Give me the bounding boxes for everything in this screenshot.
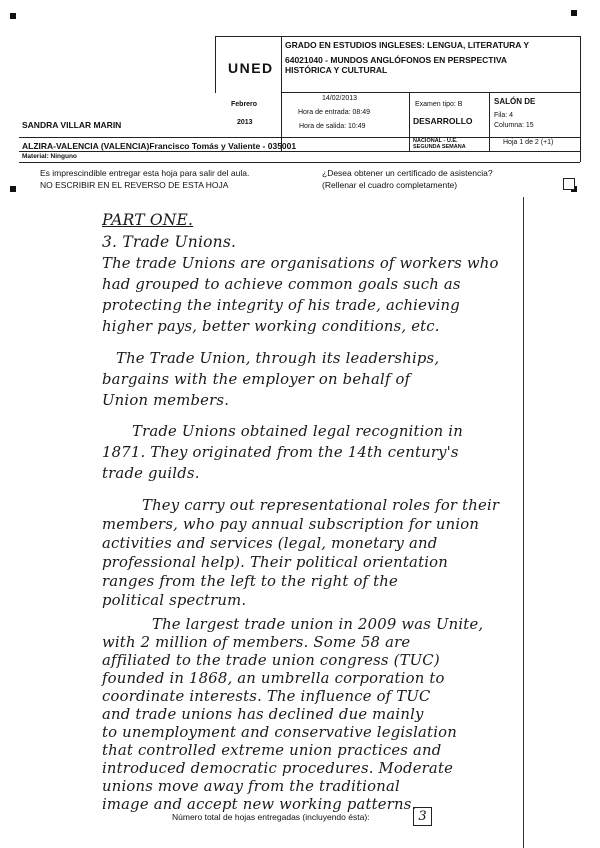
header-col-divider-1 bbox=[281, 36, 282, 151]
course-title: GRADO EN ESTUDIOS INGLESES: LENGUA, LITERATURA Y bbox=[285, 40, 529, 50]
answer-line: and trade unions has declined due mainly bbox=[102, 706, 424, 723]
exam-mode: DESARROLLO bbox=[413, 116, 473, 126]
answer-line: founded in 1868, an umbrella corporation to bbox=[102, 670, 445, 687]
answer-line: political spectrum. bbox=[102, 592, 247, 609]
subject-line-2: HISTÓRICA Y CULTURAL bbox=[285, 65, 388, 75]
header-bottom-border bbox=[19, 162, 580, 163]
answer-line: 1871. They originated from the 14th century's bbox=[102, 444, 459, 461]
answer-line: that controlled extreme union practices and bbox=[102, 742, 442, 759]
exam-date: 14/02/2013 bbox=[322, 95, 358, 102]
session-month: Febrero bbox=[231, 101, 258, 108]
answer-line: to unemployment and conservative legislation bbox=[102, 724, 457, 741]
subject-line-1: 64021040 - MUNDOS ANGLÓFONOS EN PERSPECTIVA bbox=[285, 55, 507, 65]
exit-time: Hora de salida: 10:49 bbox=[299, 123, 366, 130]
convocatoria-line-1: NACIONAL - U.E. bbox=[413, 138, 458, 144]
session-year: 2013 bbox=[237, 119, 253, 126]
header-row-divider bbox=[19, 137, 580, 138]
answer-line: The trade Unions are organisations of workers who bbox=[102, 255, 499, 272]
header-col-divider-3 bbox=[489, 92, 490, 151]
answer-line: image and accept new working patterns. bbox=[102, 796, 417, 813]
exam-center: ALZIRA-VALENCIA (VALENCIA)Francisco Tomás y Valiente - 035001 bbox=[22, 141, 297, 151]
material-note: Material: Ninguno bbox=[22, 153, 77, 160]
answer-line: The Trade Union, through its leaderships, bbox=[116, 350, 440, 367]
part-heading: PART ONE. bbox=[102, 211, 194, 229]
certificate-instruction: (Rellenar el cuadro completamente) bbox=[322, 180, 458, 190]
header-col-divider-2 bbox=[409, 92, 410, 151]
header-row-divider-2 bbox=[19, 151, 580, 152]
answer-line: higher pays, better working conditions, etc. bbox=[102, 318, 440, 335]
registration-mark-left bbox=[10, 186, 16, 192]
notice-mandatory: Es imprescindible entregar esta hoja para salir del aula. bbox=[40, 168, 250, 178]
answer-line: coordinate interests. The influence of TUC bbox=[102, 688, 431, 705]
seat-row: Fila: 4 bbox=[494, 112, 514, 119]
notice-no-reverse: NO ESCRIBIR EN EL REVERSO DE ESTA HOJA bbox=[40, 180, 229, 190]
seat-column: Columna: 15 bbox=[494, 122, 534, 129]
answer-line: ranges from the left to the right of the bbox=[102, 573, 398, 590]
student-name: SANDRA VILLAR MARIN bbox=[22, 120, 122, 130]
certificate-checkbox[interactable] bbox=[563, 178, 575, 190]
answer-line: protecting the integrity of his trade, achieving bbox=[102, 297, 460, 314]
registration-mark-top-left bbox=[10, 13, 16, 19]
answer-line: introduced democratic procedures. Moderate bbox=[102, 760, 454, 777]
answer-line: members, who pay annual subscription for union bbox=[102, 516, 480, 533]
convocatoria-line-2: SEGUNDA SEMANA bbox=[413, 144, 466, 150]
answer-line: professional help). Their political orientation bbox=[102, 554, 448, 571]
header-top-border bbox=[215, 36, 580, 37]
right-margin-rule bbox=[523, 197, 524, 848]
answer-line: Union members. bbox=[102, 392, 230, 409]
answer-line: bargains with the employer on behalf of bbox=[102, 371, 411, 388]
total-sheets-label: Número total de hojas entregadas (incluyendo ésta): bbox=[172, 812, 370, 822]
answer-line: with 2 million of members. Some 58 are bbox=[102, 634, 411, 651]
answer-line: affiliated to the trade union congress (TUC) bbox=[102, 652, 440, 669]
answer-body bbox=[102, 253, 522, 814]
answer-line: trade guilds. bbox=[102, 465, 200, 482]
exam-type: Examen tipo: B bbox=[415, 101, 463, 108]
total-sheets-value: 3 bbox=[413, 807, 432, 826]
header-right-border bbox=[580, 36, 581, 162]
answer-line: The largest trade union in 2009 was Unite, bbox=[152, 616, 484, 633]
sheet-number: Hoja 1 de 2 (+1) bbox=[503, 139, 554, 146]
uned-logo: UNED bbox=[228, 60, 274, 76]
header-mid-divider bbox=[281, 92, 580, 93]
answer-line: unions move away from the traditional bbox=[102, 778, 400, 795]
entry-time: Hora de entrada: 08:49 bbox=[298, 109, 370, 116]
registration-mark-top-right bbox=[571, 10, 577, 16]
answer-line: They carry out representational roles for their bbox=[142, 497, 500, 514]
question-heading: 3. Trade Unions. bbox=[102, 233, 237, 251]
answer-line: had grouped to achieve common goals such as bbox=[102, 276, 461, 293]
answer-line: Trade Unions obtained legal recognition in bbox=[132, 423, 463, 440]
header-logo-divider bbox=[215, 36, 216, 93]
answer-line: activities and services (legal, monetary and bbox=[102, 535, 438, 552]
certificate-question: ¿Desea obtener un certificado de asistencia? bbox=[322, 168, 493, 178]
room-label: SALÓN DE bbox=[494, 97, 536, 106]
